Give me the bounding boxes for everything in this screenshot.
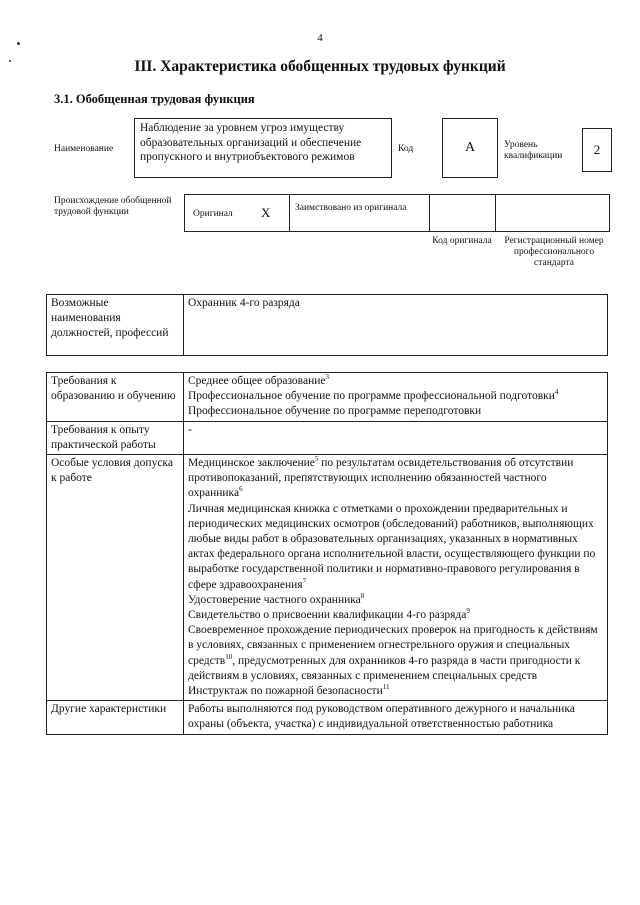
reg-number-caption: Регистрационный номер профессионального стандарта — [504, 236, 604, 268]
origin-label: Происхождение обобщенной трудовой функции — [54, 196, 172, 217]
requirement-line: Медицинское заключение$^5$ по результатам освидетельствования об отсутствии противопоказаний, препятствующих исполнению обязанностей частного охранника$^6$ — [188, 455, 574, 500]
requirement-label: Требования к опыту практической работы — [47, 421, 184, 454]
origin-table — [184, 194, 610, 232]
requirement-line: Удостоверение частного охранника$^8$ — [188, 592, 365, 606]
code-label: Код — [398, 144, 414, 154]
table-row — [47, 421, 608, 454]
positions-label: Возможные наименования должностей, профессий — [47, 295, 184, 356]
requirement-line: Инструктаж по пожарной безопасности$^{11}$ — [188, 683, 390, 698]
code-original-caption: Код оригинала — [432, 236, 492, 246]
origin-divider — [429, 195, 430, 231]
positions-table — [46, 294, 608, 356]
code-value: А — [464, 140, 476, 155]
requirement-value — [184, 455, 608, 701]
level-box — [582, 128, 612, 172]
original-label: Оригинал — [193, 209, 233, 219]
requirement-line: - — [188, 423, 192, 436]
requirement-label: Особые условия допуска к работе — [47, 455, 184, 701]
level-value: 2 — [593, 142, 601, 157]
table-row — [47, 701, 608, 734]
requirement-line: Профессиональное обучение по программе переподготовки — [188, 405, 482, 418]
name-label: Наименование — [54, 144, 114, 154]
requirement-label: Другие характеристики — [47, 701, 184, 734]
requirement-line: Профессиональное обучение по программе профессиональной подготовки$^4$ — [188, 388, 559, 403]
origin-divider — [289, 195, 290, 231]
requirement-value — [184, 373, 608, 422]
requirement-line: Свидетельство о присвоении квалификации 4-го разряда$^9$ — [188, 607, 470, 622]
requirement-line: Работы выполняются под руководством оперативного дежурного и начальника охраны (объекта, участка) с индивидуальной ответственностью работника — [188, 703, 575, 731]
requirements-table — [46, 372, 608, 735]
requirement-label: Требования к образованию и обучению — [47, 373, 184, 422]
level-label: Уровень квалификации — [504, 140, 563, 161]
origin-divider — [495, 195, 496, 231]
requirement-line: Личная медицинская книжка с отметками о прохождении предварительных и периодических медицинских осмотров (обследований) работников, выполняющих любые виды работ в образовательных организациях, указанных в нормативных актах федерального органа исполнительной власти, осуществляющего функции по выработке государственной политики и нормативно-правового регулирования в сфере здравоохранения$^7$ — [188, 502, 596, 591]
section-title: III. Характеристика обобщенных трудовых функций — [134, 58, 506, 75]
requirement-line: Своевременное прохождение периодических проверок на пригодность к действиям в условиях, связанных с применением огнестрельного оружия и специальных средств$^{10}$, предусмотренных для охранников 4-го разряда в части пригодности к действиям в условиях, связанных с применением специальных средств — [188, 624, 598, 682]
requirement-value — [184, 421, 608, 454]
table-row — [47, 455, 608, 701]
positions-value: Охранник 4-го разряда — [184, 295, 608, 356]
function-name-box — [134, 118, 392, 178]
requirement-value — [184, 701, 608, 734]
subsection-title: 3.1. Обобщенная трудовая функция — [54, 92, 255, 106]
code-box — [442, 118, 498, 178]
requirement-line: Среднее общее образование$^3$ — [188, 373, 329, 387]
original-mark: X — [261, 205, 271, 220]
page-number: 4 — [317, 32, 323, 44]
table-row — [47, 373, 608, 422]
function-name-value: Наблюдение за уровнем угроз имуществу образовательных организаций и обеспечение пропускного и внутриобъектового режимов — [140, 122, 362, 163]
borrowed-label: Заимствовано из оригинала — [295, 203, 407, 213]
